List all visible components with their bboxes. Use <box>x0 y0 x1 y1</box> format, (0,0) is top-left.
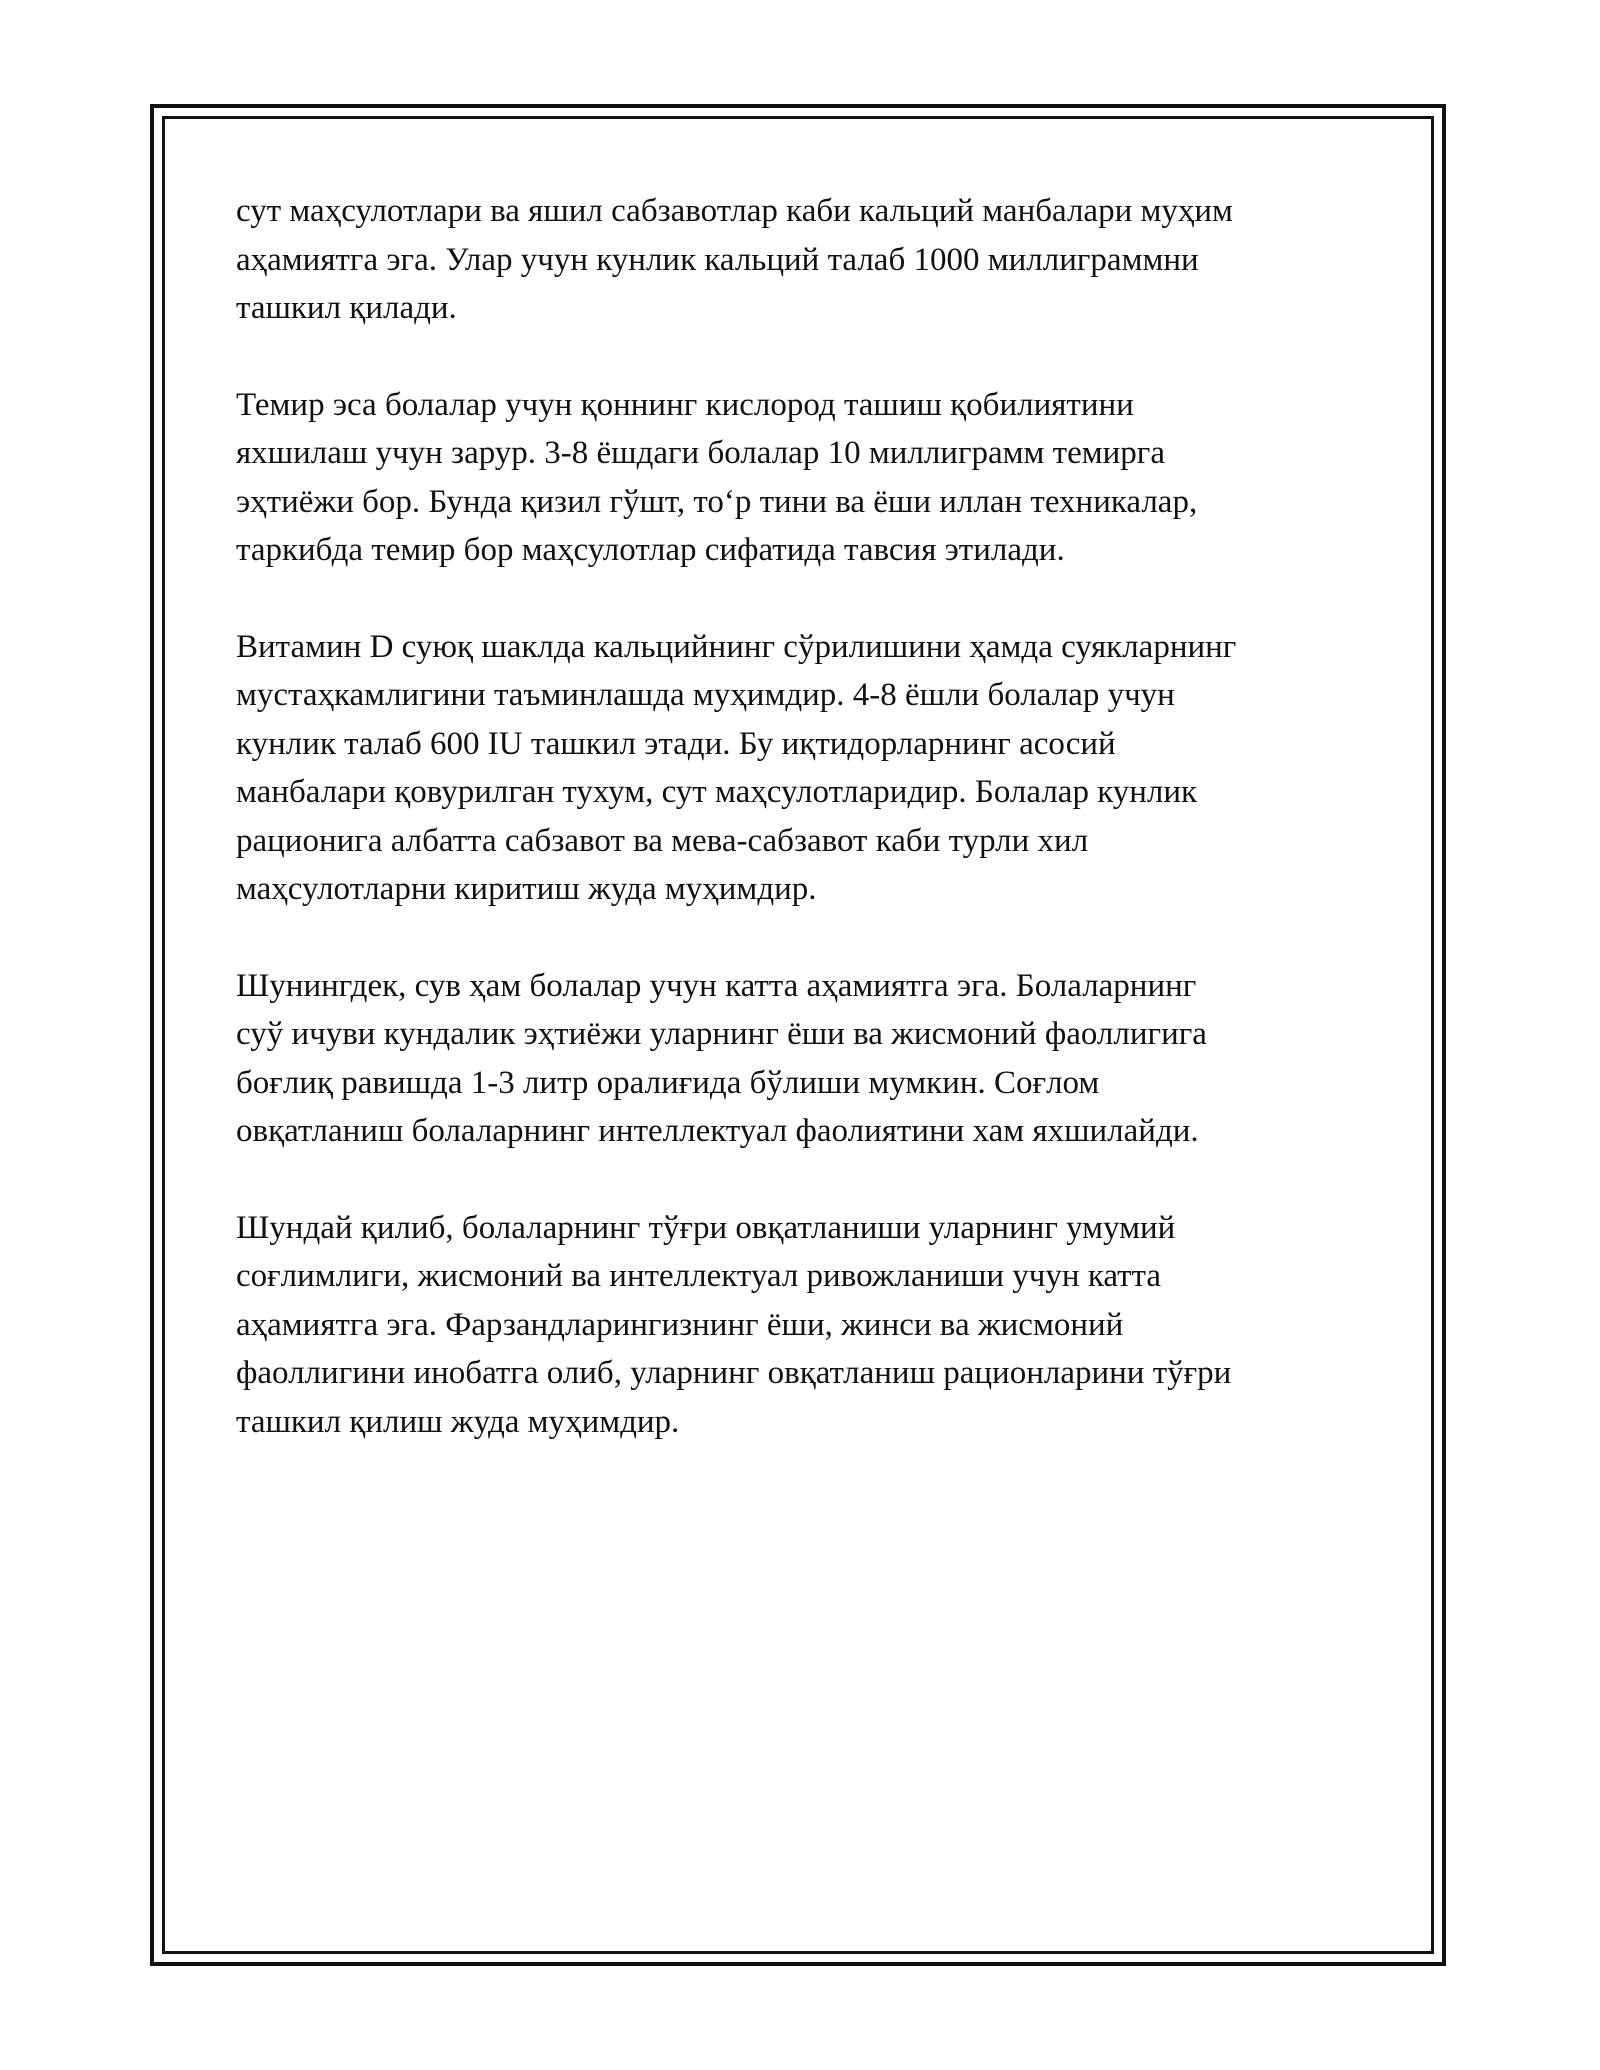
document-body <box>236 187 1376 1494</box>
paragraph-water: Шунингдек, сув ҳам болалар учун катта аҳамиятга эга. Болаларнинг суў ичуви кундалик эҳтиёжи уларнинг ёши ва жисмоний фаоллигига боғлиқ равишда 1-3 литр оралиғида бўлиши мумкин. Соғлом овқатланиш болаларнинг интеллектуал фаолиятини хам яхшилайди. <box>236 967 1207 1149</box>
paragraph-iron: Темир эса болалар учун қоннинг кислород ташиш қобилиятини яхшилаш учун зарур. 3-8 ёшдаги болалар 10 миллиграмм темирга эҳтиёжи бор. Бунда қизил гўшт, тоʻр тини ва ёши иллан техникалар, таркибда темир бор маҳсулотлар сифатида тавсия этилади. <box>236 386 1198 568</box>
paragraph-conclusion: Шундай қилиб, болаларнинг тўғри овқатланиши уларнинг умумий соғлимлиги, жисмоний ва интеллектуал ривожланиши учун катта аҳамиятга эга. Фарзандларингизнинг ёши, жинси ва жисмоний фаоллигини инобатга олиб, уларнинг овқатланиш рационларини тўғри ташкил қилиш жуда муҳимдир. <box>236 1209 1232 1440</box>
paragraph-calcium: сут маҳсулотлари ва яшил сабзавотлар каби кальций манбалари муҳим аҳамиятга эга. Улар учун кунлик кальций талаб 1000 миллиграммни ташкил қилади. <box>236 193 1233 326</box>
paragraph-vitamin-d: Витамин D суюқ шаклда кальцийнинг сўрилишини ҳамда суякларнинг мустаҳкамлигини таъминлашда муҳимдир. 4-8 ёшли болалар учун кунлик талаб 600 IU ташкил этади. Бу иқтидорларнинг асосий манбалари қовурилган тухум, сут маҳсулотларидир. Болалар кунлик рационига албатта сабзавот ва мева-сабзавот каби турли хил маҳсулотларни киритиш жуда муҳимдир. <box>236 628 1237 907</box>
